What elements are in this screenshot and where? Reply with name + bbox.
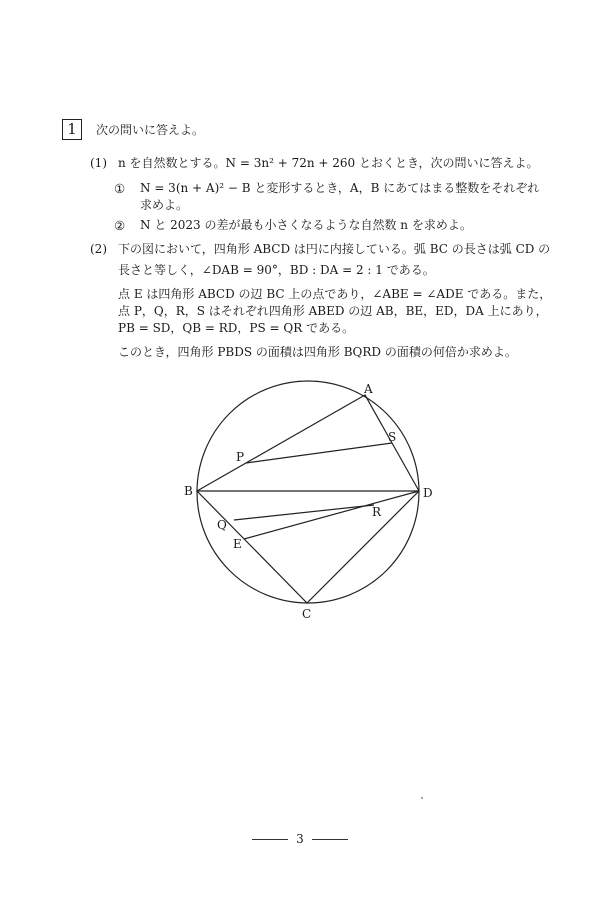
sub1-line2: 求めよ。: [140, 198, 189, 212]
label-R: R: [372, 505, 382, 519]
question-number-box: 1: [62, 119, 82, 140]
sub2-marker: ②: [114, 218, 126, 233]
geometry-figure: [170, 375, 450, 625]
label-P: P: [236, 450, 245, 464]
label-A: A: [364, 382, 373, 396]
part2-line3: 点 E は四角形 ABCD の辺 BC 上の点であり，∠ABE = ∠ADE である。また，: [118, 287, 552, 301]
sub1-marker: ①: [114, 181, 126, 196]
segment-QR: [234, 505, 374, 520]
circumscribed-circle: [197, 381, 419, 603]
part2-line1: 下の図において，四角形 ABCD は円に内接している。弧 BC の長さは弧 CD の: [118, 242, 551, 256]
part2-line6: このとき，四角形 PBDS の面積は四角形 BQRD の面積の何倍か求めよ。: [118, 345, 517, 359]
part1-text: n を自然数とする。N = 3n² + 72n + 260 とおくとき，次の問いに答えよ。: [118, 156, 539, 170]
label-S: S: [388, 430, 397, 444]
sub1-line1: N = 3(n + A)² − B と変形するとき，A，B にあてはまる整数をそれぞれ: [140, 181, 540, 195]
sub2-text: N と 2023 の差が最も小さくなるような自然数 n を求めよ。: [140, 218, 472, 232]
segment-PS: [246, 443, 392, 463]
part2-line2: 長さと等しく，∠DAB = 90°，BD : DA = 2 : 1 である。: [118, 263, 435, 277]
segment-ED: [244, 491, 419, 539]
footer-dash-right: [312, 839, 348, 840]
part2-line4: 点 P，Q，R，S はそれぞれ四角形 ABED の辺 AB，BE，ED，DA 上にあり，: [118, 304, 548, 318]
label-C: C: [302, 607, 312, 621]
part1-number: (1): [90, 156, 107, 170]
label-E: E: [233, 537, 242, 551]
footer-dash-left: [252, 839, 288, 840]
question-intro: 次の問いに答えよ。: [96, 123, 205, 137]
page-number: 3: [296, 832, 304, 846]
page-footer: [0, 832, 600, 846]
scan-speck: [421, 797, 423, 799]
label-Q: Q: [217, 518, 227, 532]
label-D: D: [423, 486, 433, 500]
part2-line5: PB = SD，QB = RD，PS = QR である。: [118, 321, 355, 335]
part2-number: (2): [90, 242, 107, 256]
circle-diagram: [170, 375, 450, 625]
label-B: B: [184, 484, 193, 498]
